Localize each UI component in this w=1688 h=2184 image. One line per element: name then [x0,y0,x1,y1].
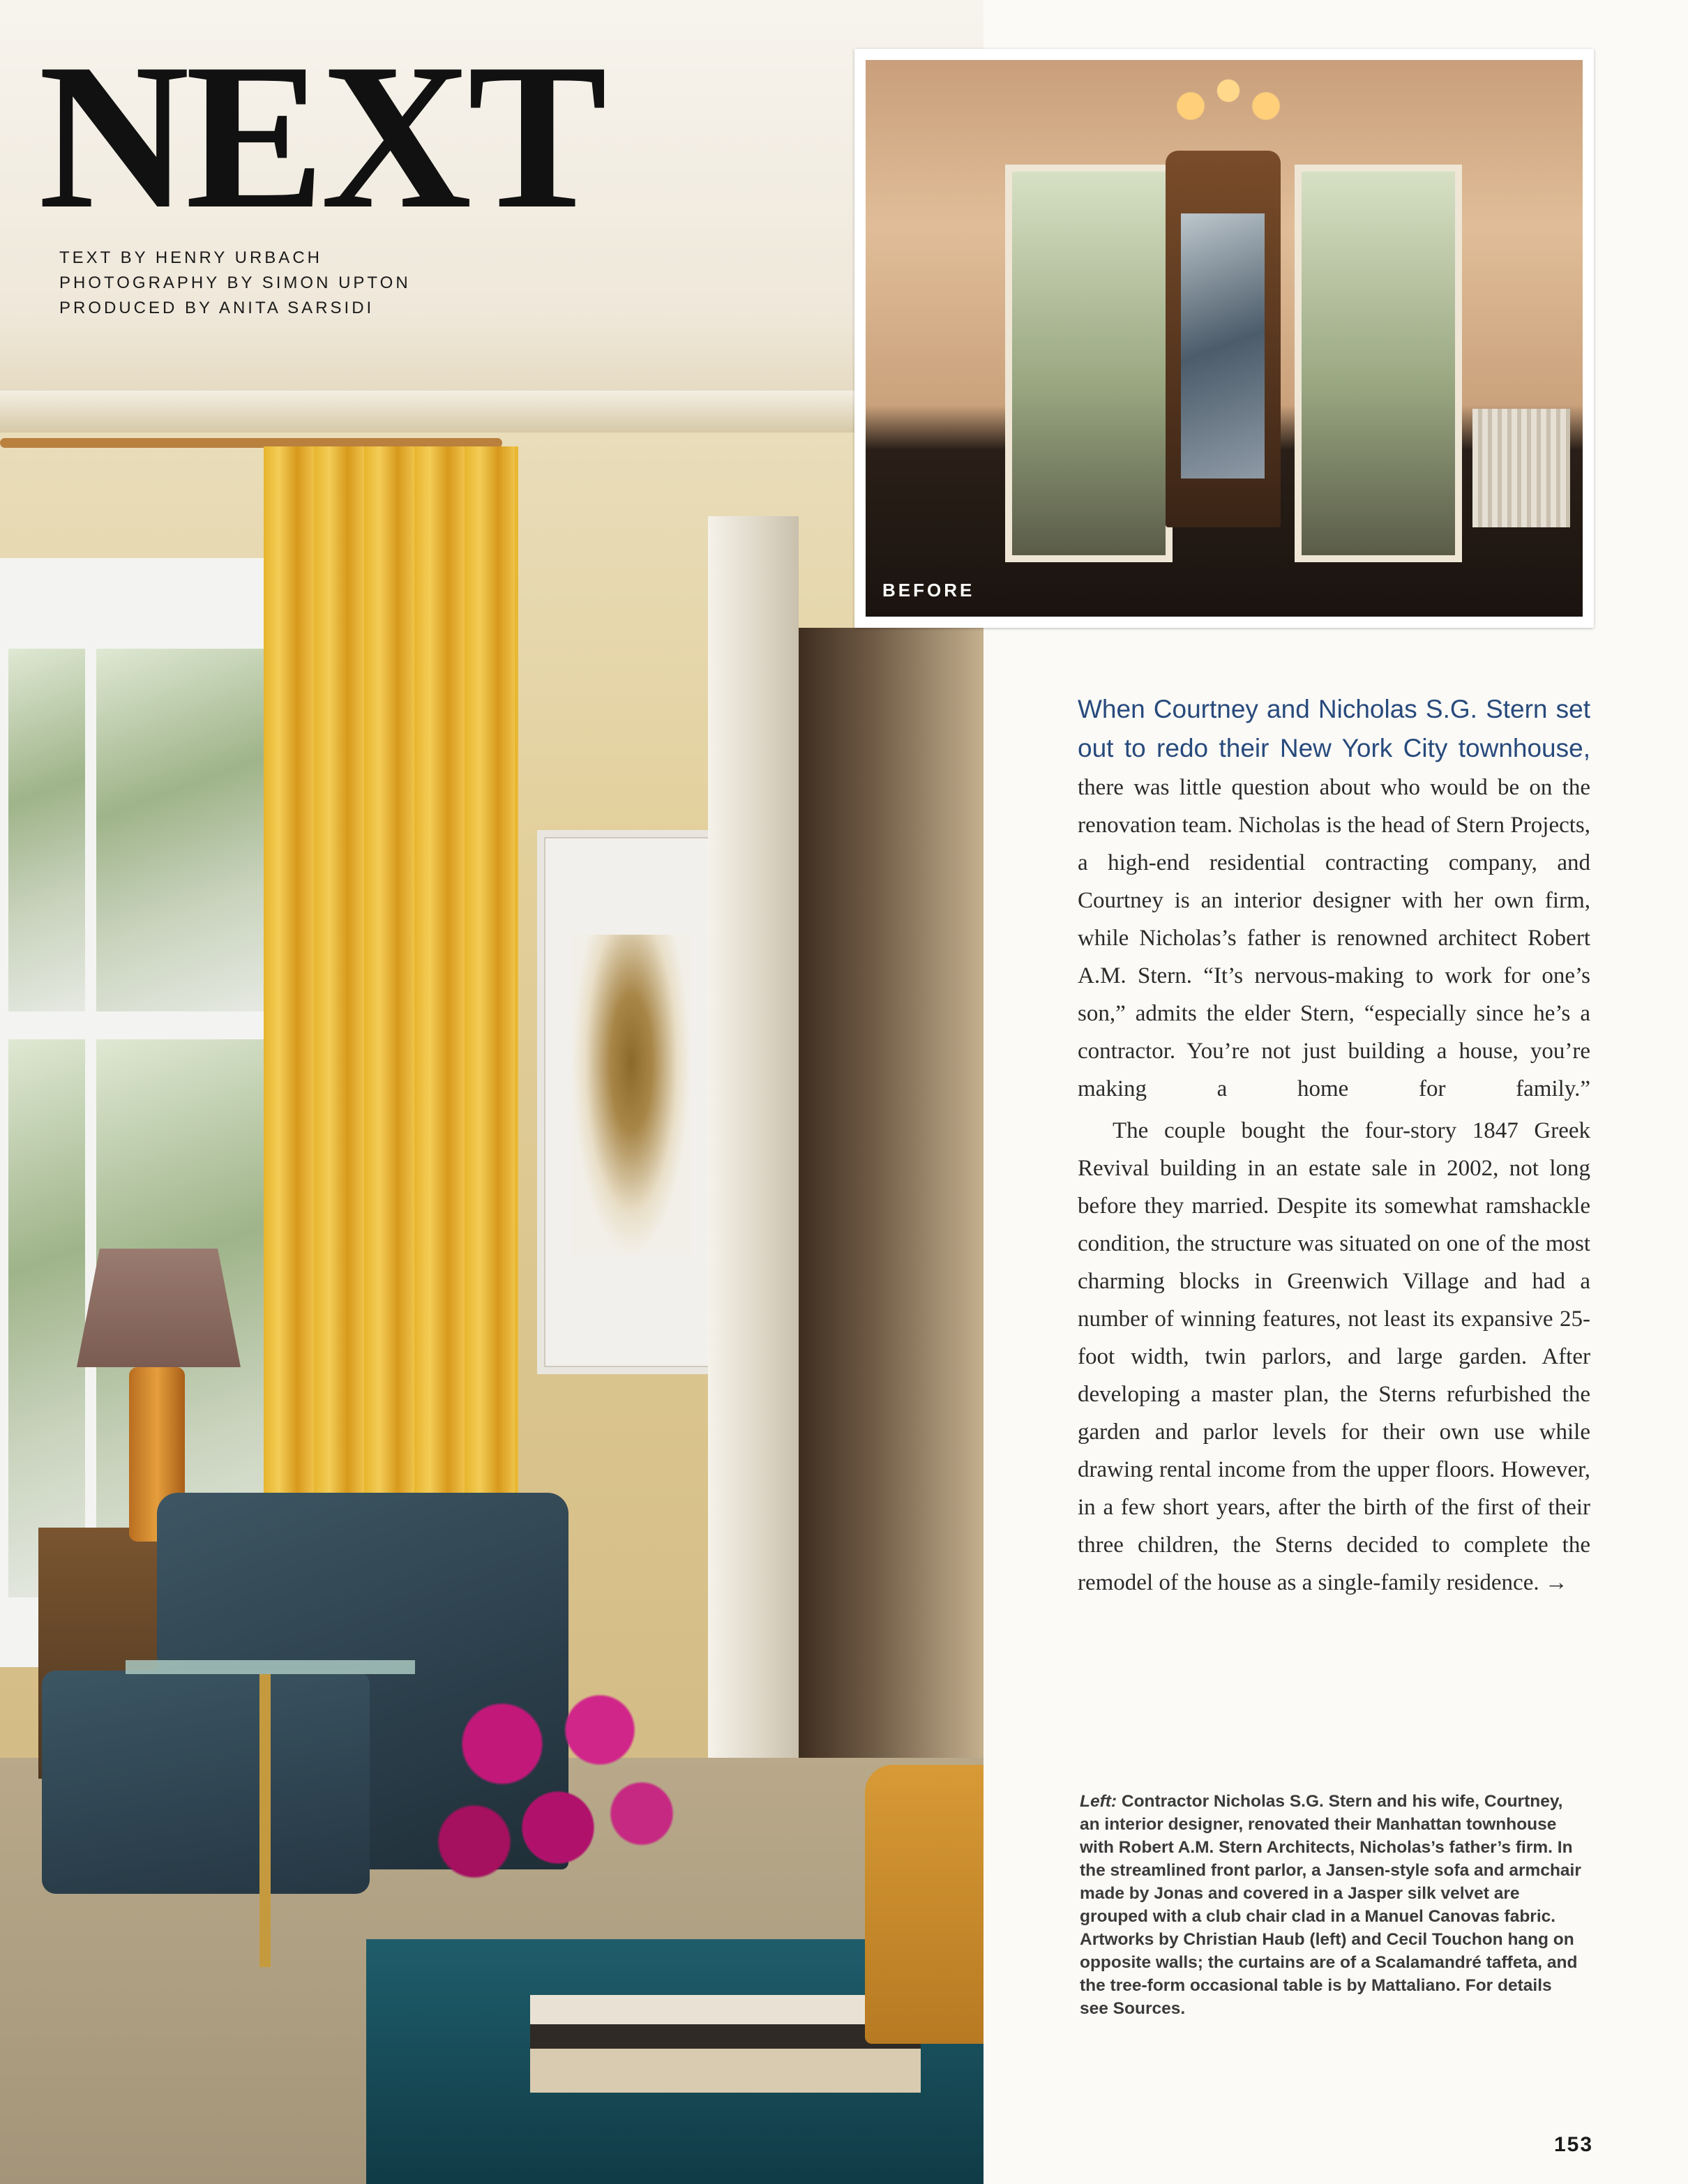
stacked-books [530,1995,921,2093]
mirror-glass [1181,213,1265,479]
article-paragraph-1 [1078,691,1590,1108]
article-paragraph-1-text: there was little question about who would be on the renovation team. Nicholas is the head of Stern Projects, a high-end residential contracting company, and Courtney is an interior designer with her own firm, while Nicholas’s father is renowned architect Robert A.M. Stern. “It’s nervous-making to work for one’s son,” admits the elder Stern, “especially since he’s a contractor. You’re not just building a house, you’re making a home for family.” [1078,775,1590,1101]
article-lead: When Courtney and Nicholas S.G. Stern set out to redo their New York City townhouse, [1078,695,1590,762]
credit-text-by: TEXT BY HENRY URBACH [59,248,322,267]
article-body [1078,691,1590,1602]
window-pane [96,649,267,1011]
radiator [1472,409,1570,527]
chandelier [1166,60,1291,137]
credit-produced-by: PRODUCED BY ANITA SARSIDI [59,299,375,317]
article-paragraph-2: The couple bought the four-story 1847 Greek Revival building in an estate sale in 2002, not long before they married. Despite its somewhat ramshackle condition, the structure was situated on one of the most charming blocks in Greenwich Village and had a number of winning features, not least its expansive 25-foot width, twin parlors, and large garden. After developing a master plan, the Sterns refurbished the garden and parlor levels for their own use while drawing rental income from the upper floors. However, in a few short years, after the birth of the first of their three children, the Sterns decided to complete the remodel of the house as a single-family residence. → [1078,1118,1590,1595]
before-label: BEFORE [882,580,975,601]
tree-form-table-legs [209,1674,321,1967]
photo-caption [1080,1790,1582,2020]
credit-photography-by: PHOTOGRAPHY BY SIMON UPTON [59,273,411,292]
window-pane [8,1039,85,1597]
club-chair [865,1765,984,2044]
before-photo [854,49,1594,628]
caption-text: Contractor Nicholas S.G. Stern and his wife, Courtney, an interior designer, renovated their Manhattan townhouse with Robert A.M. Stern Architects, Nicholas’s father’s firm. In the streamlined front parlor, a Jansen-style sofa and armchair made by Jonas and covered in a Jasper silk velvet are grouped with a club chair clad in a Manuel Canovas fabric. Artworks by Christian Haub (left) and Cecil Touchon hang on opposite walls; the curtains are of a Scalamandré taffeta, and the tree-form occasional table is by Mattaliano. For details see Sources. [1080,1792,1581,2018]
window-pane [8,649,85,1011]
french-window-left [1005,165,1173,562]
french-window-right [1295,165,1462,562]
lamp-shade [77,1249,241,1367]
caption-label: Left: [1080,1792,1117,1811]
page-number: 153 [1554,2133,1594,2156]
credits-block [59,246,411,321]
crown-molding [0,391,984,432]
artwork-image [572,935,691,1256]
masthead-title: NEXT [38,20,603,252]
pier-mirror [1166,151,1281,527]
orchid-arrangement [419,1660,698,1939]
glass-tabletop [126,1660,415,1674]
framed-artwork [537,830,725,1374]
before-photo-image [866,60,1583,617]
